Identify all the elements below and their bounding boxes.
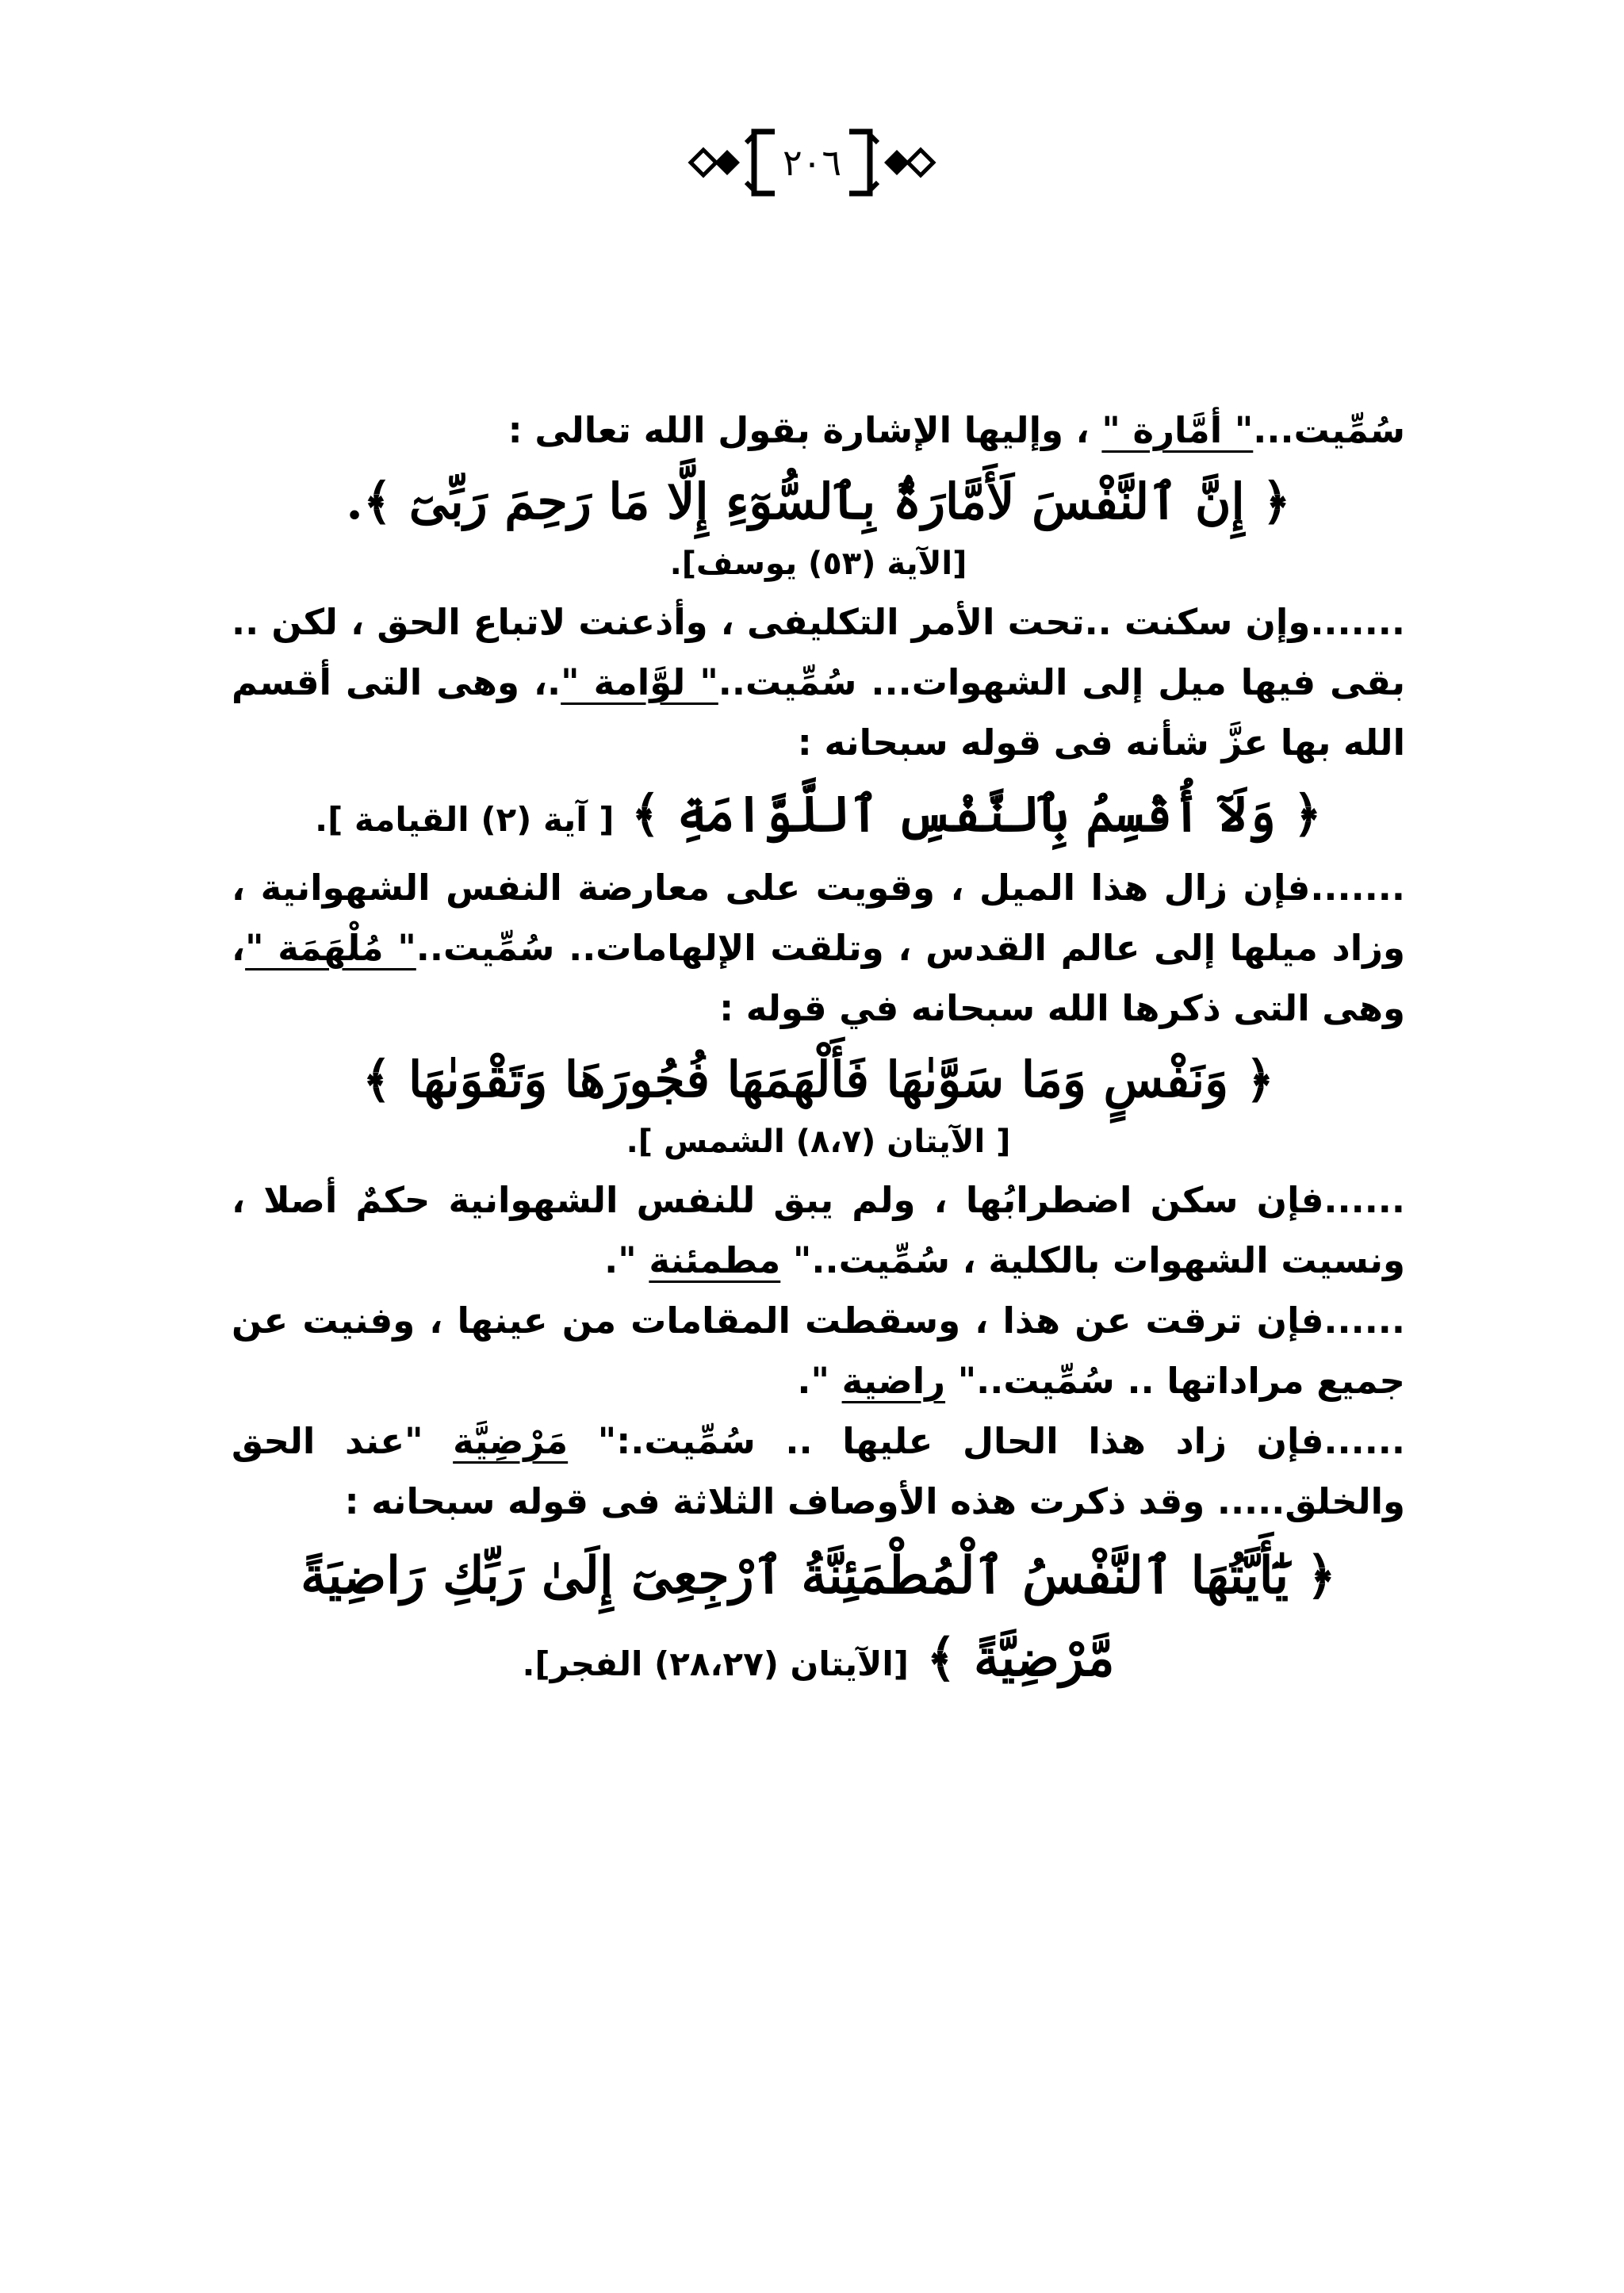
- verse-yusuf: ﴿ إِنَّ ٱلنَّفْسَ لَأَمَّارَةٌۢ بِٱلسُّوٓءِ إِلَّا مَا رَحِمَ رَبِّىٓ ﴾.: [346, 473, 1291, 530]
- paragraph-lawwama: .......وإن سكنت ..تحت الأمر التكليفى ، وأذعنت لاتباع الحق ، لكن .. بقى فيها ميل إلى الشهوات... سُمِّيت.." لوَّامة ".، وهى التى أقسم الله بها عزَّ شأنه فى قوله سبحانه :: [232, 601, 1405, 764]
- verse-ref-yusuf: [الآية (٥٣) يوسف].: [669, 545, 967, 582]
- term-radiya: راضية: [841, 1360, 946, 1402]
- term-mardiyya: مَرْضِيَّة: [453, 1420, 569, 1462]
- page-number: ٢٠٦: [782, 141, 842, 184]
- diamond-ornament-icon: [881, 139, 936, 186]
- term-mutmainna: مطمئنة: [649, 1239, 781, 1281]
- verse-fajr: ﴿ يَٰٓأَيَّتُهَا ٱلنَّفْسُ ٱلْمُطْمَئِنَّةُ ٱرْجِعِىٓ إِلَىٰ رَبِّكِ رَاضِيَةً مَّرْضِيَّةً ﴾ [الآيتان (٢٨،٢٧) الفجر].: [301, 1546, 1336, 1688]
- bracket-ornament-icon: [846, 127, 881, 198]
- paragraph-mulhama: .......فإن زال هذا الميل ، وقويت على معارضة النفس الشهوانية ، وزاد ميلها إلى عالم القدس ، وتلقت الإلهامات.. سُمِّيت.." مُلْهَمَة "، وهى التى ذكرها الله سبحانه في قوله :: [232, 867, 1405, 1029]
- term-mulhama: " مُلْهَمَة ": [245, 927, 416, 969]
- diamond-ornament-icon: [688, 139, 743, 186]
- verse-ref-shams: [ الآيتان (٨،٧) الشمس ].: [626, 1124, 1011, 1160]
- page-header: [0, 119, 1624, 206]
- term-lawwama: " لوَّامة ": [561, 661, 718, 703]
- page-number-ornament: [688, 127, 936, 198]
- verse-ref-fajr: [الآيتان (٢٨،٢٧) الفجر].: [522, 1644, 909, 1683]
- paragraph-mardiyya: ......فإن زاد هذا الحال عليها .. سُمِّيت.:" مَرْضِيَّة "عند الحق والخلق..... وقد ذكرت هذه الأوصاف الثلاثة فى قوله سبحانه :: [232, 1420, 1405, 1522]
- verse-shams: ﴿ وَنَفْسٍ وَمَا سَوَّىٰهَا فَأَلْهَمَهَا فُجُورَهَا وَتَقْوَىٰهَا ﴾: [362, 1051, 1274, 1108]
- term-ammara: " أمَّارة ": [1101, 409, 1254, 451]
- bracket-ornament-icon: [743, 127, 778, 198]
- page-body: [232, 400, 1405, 1705]
- paragraph-mutmainna: ......فإن سكن اضطرابُها ، ولم يبق للنفس الشهوانية حكمٌ أصلا ، ونسيت الشهوات بالكلية ، سُمِّيت.." مطمئنة ".: [232, 1179, 1405, 1281]
- verse-qiyama: ﴿ وَلَآ أُقْسِمُ بِٱلنَّفْسِ ٱللَّوَّامَةِ ﴾ [ آية (٢) القيامة ].: [315, 785, 1322, 843]
- paragraph-radiya: ......فإن ترقت عن هذا ، وسقطت المقامات من عينها ، وفنيت عن جميع مراداتها .. سُمِّيت.." راضية ".: [232, 1300, 1405, 1402]
- verse-ref-qiyama: [ آية (٢) القيامة ].: [315, 800, 615, 839]
- paragraph-ammara: سُمِّيت..." أمَّارة " ، وإليها الإشارة بقول الله تعالى :: [508, 409, 1405, 451]
